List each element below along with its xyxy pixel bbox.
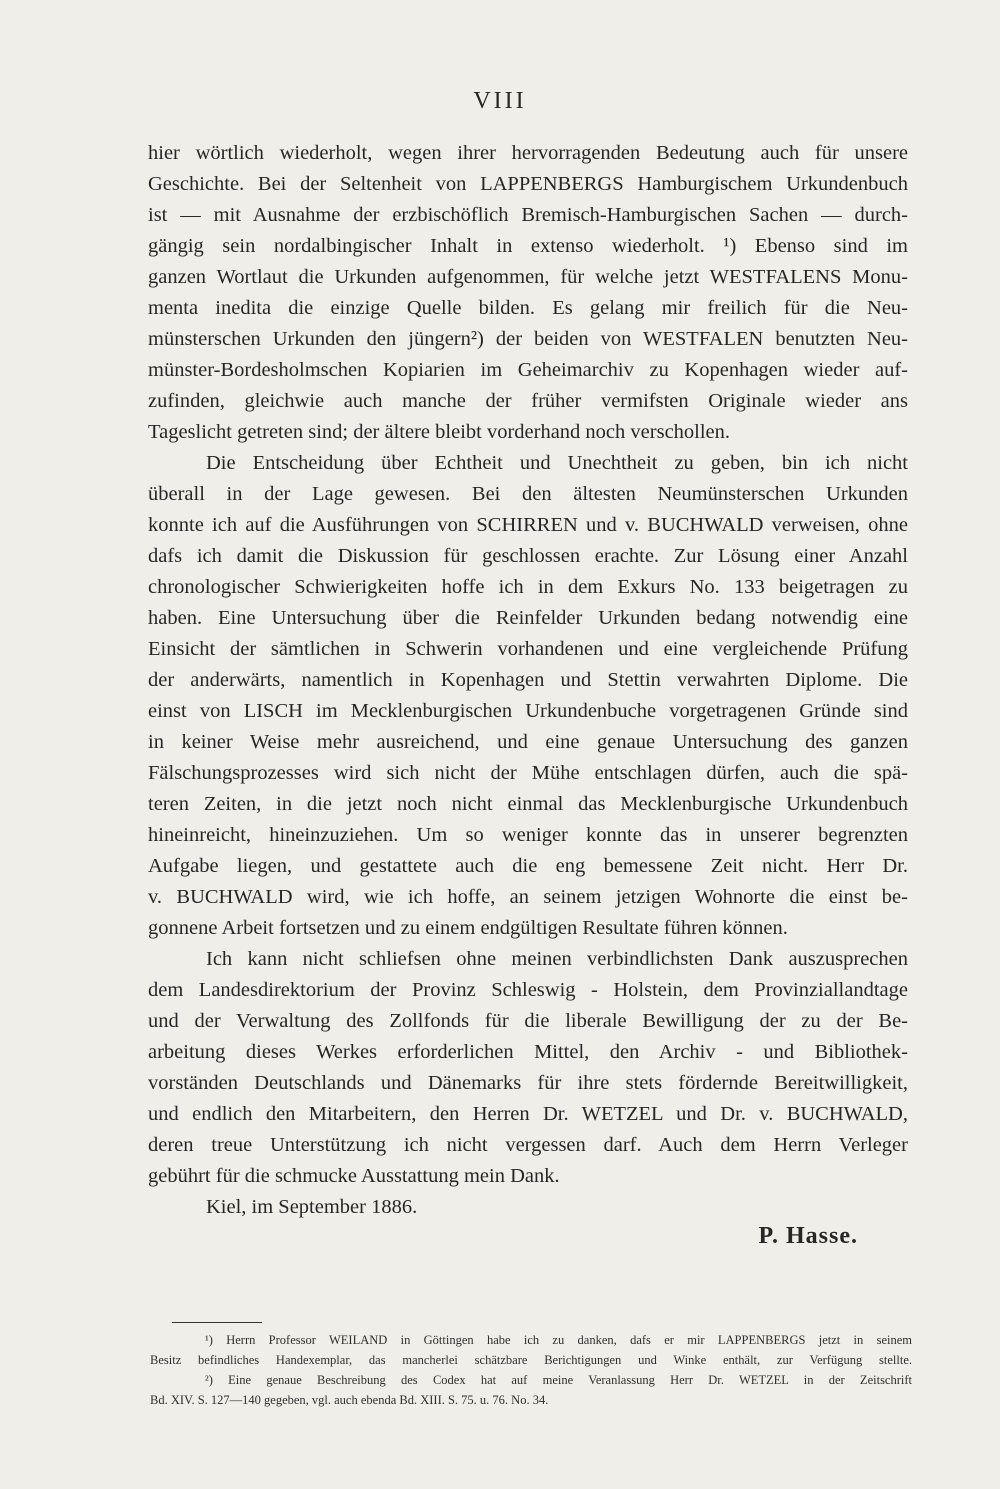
body-line: gonnene Arbeit fortsetzen und zu einem endgültigen Resultate führen können.	[148, 917, 788, 939]
body-line: gebührt für die schmucke Ausstattung mein Dank.	[148, 1165, 560, 1187]
body-line: ist — mit Ausnahme der erzbischöflich Bremisch-Hamburgischen Sachen — durch-	[148, 204, 908, 226]
body-line: münsterschen Urkunden den jüngern²) der beiden von WESTFALEN benutzten Neu-	[148, 328, 908, 350]
body-line: dem Landesdirektorium der Provinz Schleswig - Holstein, dem Provinziallandtage	[148, 979, 908, 1001]
body-line: haben. Eine Untersuchung über die Reinfelder Urkunden bedang notwendig eine	[148, 607, 908, 629]
footnote-line: ¹) Herrn Professor WEILAND in Göttingen habe ich zu danken, dafs er mir LAPPENBERGS jetzt in seinem	[205, 1333, 912, 1347]
body-line: münster-Bordesholmschen Kopiarien im Geheimarchiv zu Kopenhagen wieder auf-	[148, 359, 908, 381]
body-line: ganzen Wortlaut die Urkunden aufgenommen, für welche jetzt WESTFALENS Monu-	[148, 266, 908, 288]
body-line: Fälschungsprozesses wird sich nicht der Mühe entschlagen dürfen, auch die spä-	[148, 762, 908, 784]
footnote-line: Bd. XIV. S. 127—140 gegeben, vgl. auch ebenda Bd. XIII. S. 75. u. 76. No. 34.	[150, 1393, 549, 1407]
body-line: und der Verwaltung des Zollfonds für die liberale Bewilligung der zu der Be-	[148, 1010, 908, 1032]
footnote-divider	[172, 1322, 262, 1323]
footnote-line: ²) Eine genaue Beschreibung des Codex hat auf meine Veranlassung Herr Dr. WETZEL in der Zeitschrift	[205, 1373, 912, 1387]
footnote-line: Besitz befindliches Handexemplar, das mancherlei schätzbare Berichtigungen und Winke enthält, zur Verfügung stellte.	[150, 1353, 912, 1367]
body-line: Geschichte. Bei der Seltenheit von LAPPENBERGS Hamburgischem Urkundenbuch	[148, 173, 908, 195]
body-line: Ich kann nicht schliefsen ohne meinen verbindlichsten Dank auszusprechen	[206, 948, 908, 970]
body-line: vorständen Deutschlands und Dänemarks für ihre stets fördernde Bereitwilligkeit,	[148, 1072, 908, 1094]
body-line: v. BUCHWALD wird, wie ich hoffe, an seinem jetzigen Wohnorte die einst be-	[148, 886, 908, 908]
dateline: Kiel, im September 1886.	[206, 1196, 418, 1218]
body-line: und endlich den Mitarbeitern, den Herren Dr. WETZEL und Dr. v. BUCHWALD,	[148, 1103, 908, 1125]
body-line: überall in der Lage gewesen. Bei den ältesten Neumünsterschen Urkunden	[148, 483, 908, 505]
body-line: arbeitung dieses Werkes erforderlichen Mittel, den Archiv - und Bibliothek-	[148, 1041, 908, 1063]
body-line: in keiner Weise mehr ausreichend, und eine genaue Untersuchung des ganzen	[148, 731, 908, 753]
signature: P. Hasse.	[758, 1223, 858, 1249]
body-line: dafs ich damit die Diskussion für geschlossen erachte. Zur Lösung einer Anzahl	[148, 545, 908, 567]
body-line: Tageslicht getreten sind; der ältere bleibt vorderhand noch verschollen.	[148, 421, 731, 443]
body-line: Die Entscheidung über Echtheit und Unechtheit zu geben, bin ich nicht	[206, 452, 908, 474]
body-line: Einsicht der sämtlichen in Schwerin vorhandenen und eine vergleichende Prüfung	[148, 638, 908, 660]
body-line: Aufgabe liegen, und gestattete auch die eng bemessene Zeit nicht. Herr Dr.	[148, 855, 908, 877]
body-line: gängig sein nordalbingischer Inhalt in extenso wiederholt. ¹) Ebenso sind im	[148, 235, 908, 257]
body-line: konnte ich auf die Ausführungen von SCHIRREN und v. BUCHWALD verweisen, ohne	[148, 514, 908, 536]
body-line: menta inedita die einzige Quelle bilden. Es gelang mir freilich für die Neu-	[148, 297, 908, 319]
body-line: einst von LISCH im Mecklenburgischen Urkundenbuche vorgetragenen Gründe sind	[148, 700, 908, 722]
page-number: VIII	[473, 88, 527, 114]
body-line: deren treue Unterstützung ich nicht vergessen darf. Auch dem Herrn Verleger	[148, 1134, 908, 1156]
body-line: hineinreicht, hineinzuziehen. Um so weniger konnte das in unserer begrenzten	[148, 824, 908, 846]
body-line: zufinden, gleichwie auch manche der früher vermifsten Originale wieder ans	[148, 390, 908, 412]
body-line: teren Zeiten, in die jetzt noch nicht einmal das Mecklenburgische Urkundenbuch	[148, 793, 908, 815]
body-line: hier wörtlich wiederholt, wegen ihrer hervorragenden Bedeutung auch für unsere	[148, 142, 908, 164]
body-line: chronologischer Schwierigkeiten hoffe ich in dem Exkurs No. 133 beigetragen zu	[148, 576, 908, 598]
body-line: der anderwärts, namentlich in Kopenhagen und Stettin verwahrten Diplome. Die	[148, 669, 908, 691]
